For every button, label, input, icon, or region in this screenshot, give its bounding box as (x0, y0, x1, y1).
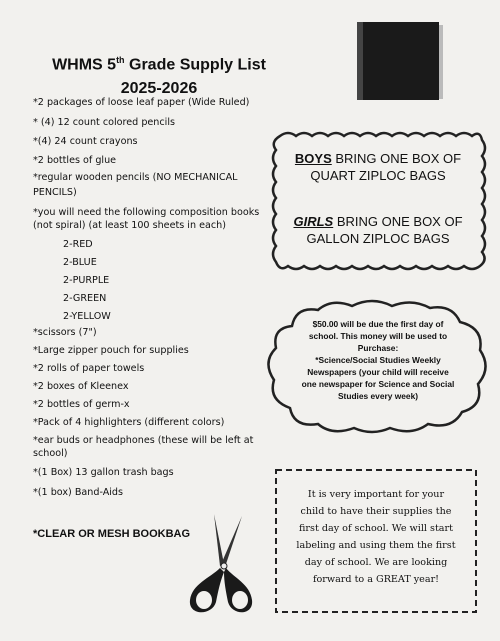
bookbag-note: *CLEAR OR MESH BOOKBAG (33, 528, 191, 540)
supply-item: *regular wooden pencils (NO MECHANICAL (33, 172, 238, 183)
supply-item: *2 rolls of paper towels (33, 363, 145, 374)
cloud-line: *Science/Social Studies Weekly (315, 355, 441, 365)
supply-subitem: 2-YELLOW (63, 311, 111, 322)
supply-item: *Large zipper pouch for supplies (33, 345, 189, 356)
supply-item: *ear buds or headphones (these will be left at school) (33, 435, 254, 459)
note-line: It is very important for your (307, 489, 445, 500)
girls-line-2: GALLON ZIPLOC BAGS (306, 231, 450, 246)
boys-line-1-rest: BRING ONE BOX OF (331, 151, 462, 166)
supply-item: * (4) 12 count colored pencils (33, 117, 175, 128)
girls-line-1-rest: BRING ONE BOX OF (333, 214, 463, 229)
supply-item: *(1 Box) 13 gallon trash bags (33, 467, 174, 478)
title-year: 2025-2026 (120, 80, 198, 98)
title-grade-prefix: WHMS 5 (52, 56, 117, 74)
boys-label: BOYS (294, 151, 332, 166)
supply-item: *you will need the following composition books (not spiral) (at least 100 sheets in each) (33, 207, 260, 231)
note-line: day of school. We are looking (304, 557, 448, 568)
note-line: labeling and using them the first (296, 540, 456, 551)
cloud-line: Purchase: (357, 343, 399, 353)
cloud-fee-text (283, 318, 473, 402)
note-line: forward to a GREAT year! (312, 574, 440, 585)
supply-item: *Pack of 4 highlighters (different colors) (33, 417, 225, 428)
cloud-line: Newspapers (your child will receive (307, 367, 449, 377)
title-superscript: th (116, 55, 125, 65)
book-spine (357, 22, 363, 100)
supply-item: *(4) 24 count crayons (33, 136, 138, 147)
supply-item: *2 bottles of glue (33, 155, 117, 166)
girls-label: GIRLS (293, 214, 334, 229)
supply-item: *2 bottles of germ-x (33, 399, 130, 410)
cloud-line: school. This money will be used to (308, 331, 448, 341)
cloud-line: Studies every week) (337, 391, 419, 401)
supply-item: PENCILS) (33, 187, 77, 198)
page-title (44, 48, 274, 101)
supply-subitem: 2-GREEN (63, 293, 107, 304)
title-line-1 (44, 48, 274, 77)
supply-subitem: 2-RED (63, 239, 93, 250)
note-line: child to have their supplies the (300, 506, 452, 517)
title-grade-suffix: Grade Supply List (124, 56, 266, 74)
cloud-line: $50.00 will be due the first day of (312, 319, 444, 329)
supply-subitem: 2-PURPLE (63, 275, 110, 286)
girls-line-1 (278, 213, 478, 230)
note-line: first day of school. We will start (299, 523, 453, 534)
supply-item: *2 packages of loose leaf paper (Wide Ruled) (33, 97, 250, 108)
boys-line-2: QUART ZIPLOC BAGS (310, 168, 446, 183)
boys-line-1 (278, 150, 478, 167)
scissors-icon (170, 512, 270, 622)
boys-ziploc-text (278, 150, 478, 184)
book-icon (357, 22, 439, 100)
supply-item: *scissors (7") (33, 327, 97, 338)
teacher-note (288, 486, 464, 588)
book-pages (439, 25, 443, 99)
cloud-line: one newspaper for Science and Social (301, 379, 455, 389)
girls-ziploc-text (278, 213, 478, 247)
supply-subitem: 2-BLUE (63, 257, 97, 268)
supply-item: *(1 box) Band-Aids (33, 487, 124, 498)
supply-item: *2 boxes of Kleenex (33, 381, 129, 392)
